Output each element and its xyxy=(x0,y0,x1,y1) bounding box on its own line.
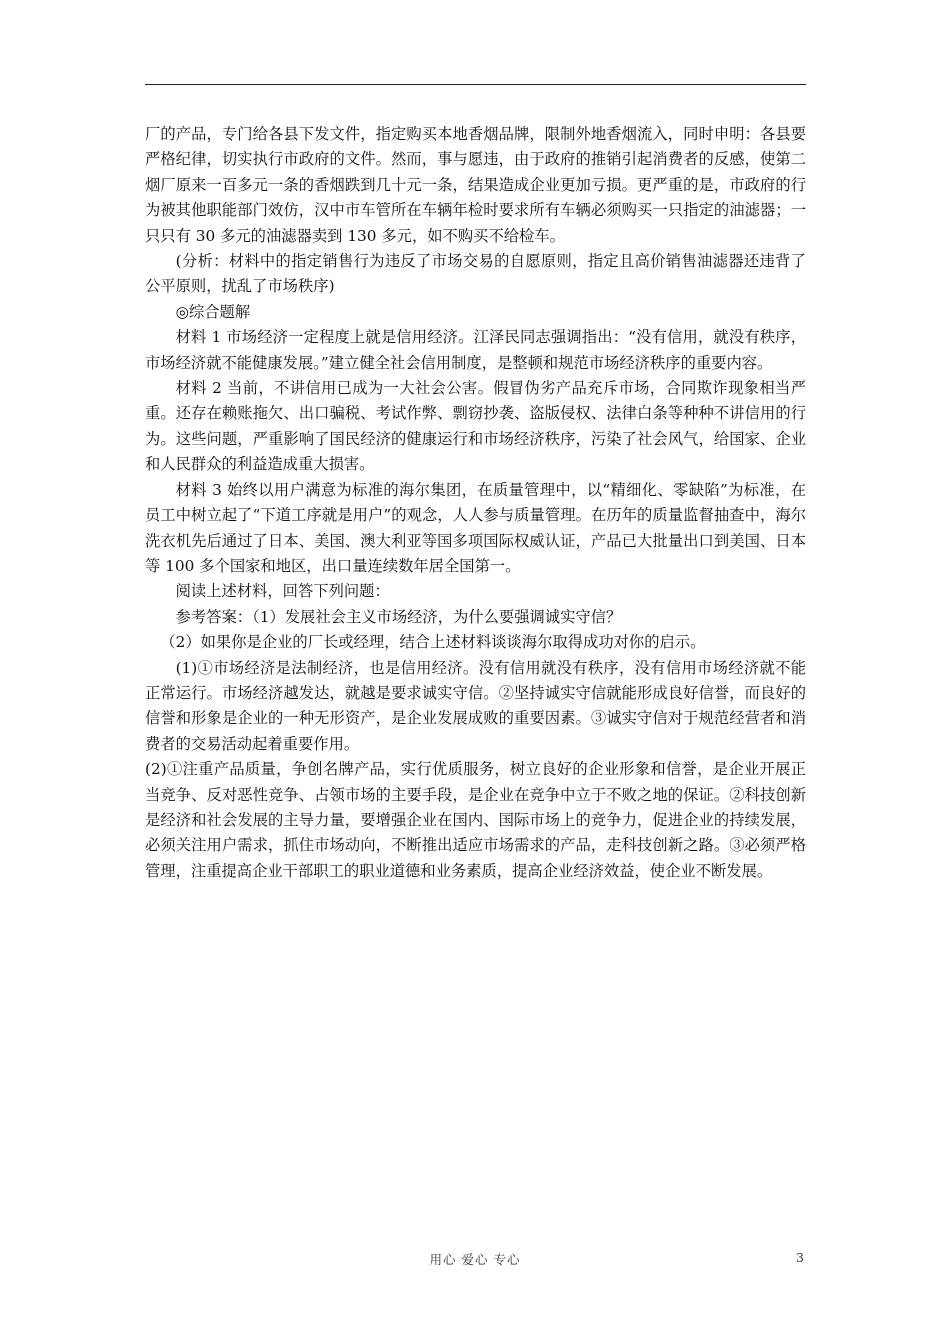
paragraph-analysis: (分析：材料中的指定销售行为违反了市场交易的自愿原则，指定且高价销售油滤器还违背了公平原则，扰乱了市场秩序) xyxy=(145,252,806,296)
footer-motto: 用心 爱心 专心 xyxy=(429,1252,521,1267)
paragraph-material-1: 材料 1 市场经济一定程度上就是信用经济。江泽民同志强调指出：“没有信用，就没有秩序，市场经济就不能健康发展。”建立健全社会信用制度，是整顿和规范市场经济秩序的重要内容。 xyxy=(145,328,806,372)
paragraph-case-continuation: 厂的产品，专门给各县下发文件，指定购买本地香烟品牌，限制外地香烟流入，同时申明：各县要严格纪律，切实执行市政府的文件。然而，事与愿违，由于政府的推销引起消费者的反感，使第二烟厂原来一百多元一条的香烟跌到几十元一条，结果造成企业更加亏损。更严重的是，市政府的行为被其他职能部门效仿，汉中市车管所在车辆年检时要求所有车辆必须购买一只指定的油滤器；一只只有 30 多元的油滤器卖到 130 多元，如不购买不给检车。 xyxy=(145,125,806,245)
header-rule xyxy=(145,84,806,85)
paragraph-instruction: 阅读上述材料，回答下列问题： xyxy=(175,582,390,601)
document-body xyxy=(145,122,806,884)
page-number: 3 xyxy=(796,1250,804,1265)
paragraph-answer-2: (2)①注重产品质量，争创名牌产品，实行优质服务，树立良好的企业形象和信誉，是企业开展正当竞争、反对恶性竞争、占领市场的主要手段，是企业在竞争中立于不败之地的保证。②科技创新是经济和社会发展的主导力量，要增强企业在国内、国际市场上的竞争力，促进企业的持续发展，必须关注用户需求，抓住市场动向，不断推出适应市场需求的产品，走科技创新之路。③必须严格管理，注重提高企业干部职工的职业道德和业务素质，提高企业经济效益，使企业不断发展。 xyxy=(145,760,806,880)
paragraph-question-2: （2）如果你是企业的厂长或经理，结合上述材料谈谈海尔取得成功对你的启示。 xyxy=(160,633,706,652)
paragraph-answer-1: (1)①市场经济是法制经济，也是信用经济。没有信用就没有秩序，没有信用市场经济就不能正常运行。市场经济越发达，就越是要求诚实守信。②坚持诚实守信就能形成良好信誉，而良好的信誉和形象是企业的一种无形资产，是企业发展成败的重要因素。③诚实守信对于规范经营者和消费者的交易活动起着重要作用。 xyxy=(145,658,806,753)
paragraph-material-3: 材料 3 始终以用户满意为标准的海尔集团，在质量管理中，以“精细化、零缺陷”为标准，在员工中树立起了“下道工序就是用户”的观念，人人参与质量管理。在历年的质量监督抽查中，海尔洗衣机先后通过了日本、美国、澳大利亚等国多项国际权威认证，产品已大批量出口到美国、日本等 100 多个国家和地区，出口量连续数年居全国第一。 xyxy=(145,480,806,575)
section-heading-comprehensive: ◎综合题解 xyxy=(175,302,251,321)
paragraph-question-1: 参考答案：（1）发展社会主义市场经济，为什么要强调诚实守信？ xyxy=(175,607,622,626)
paragraph-material-2: 材料 2 当前，不讲信用已成为一大社会公害。假冒伪劣产品充斥市场，合同欺诈现象相当严重。还存在赖账拖欠、出口骗税、考试作弊、剽窃抄袭、盗版侵权、法律白条等种种不讲信用的行为。这些问题，严重影响了国民经济的健康运行和市场经济秩序，污染了社会风气，给国家、企业和人民群众的利益造成重大损害。 xyxy=(145,379,806,474)
